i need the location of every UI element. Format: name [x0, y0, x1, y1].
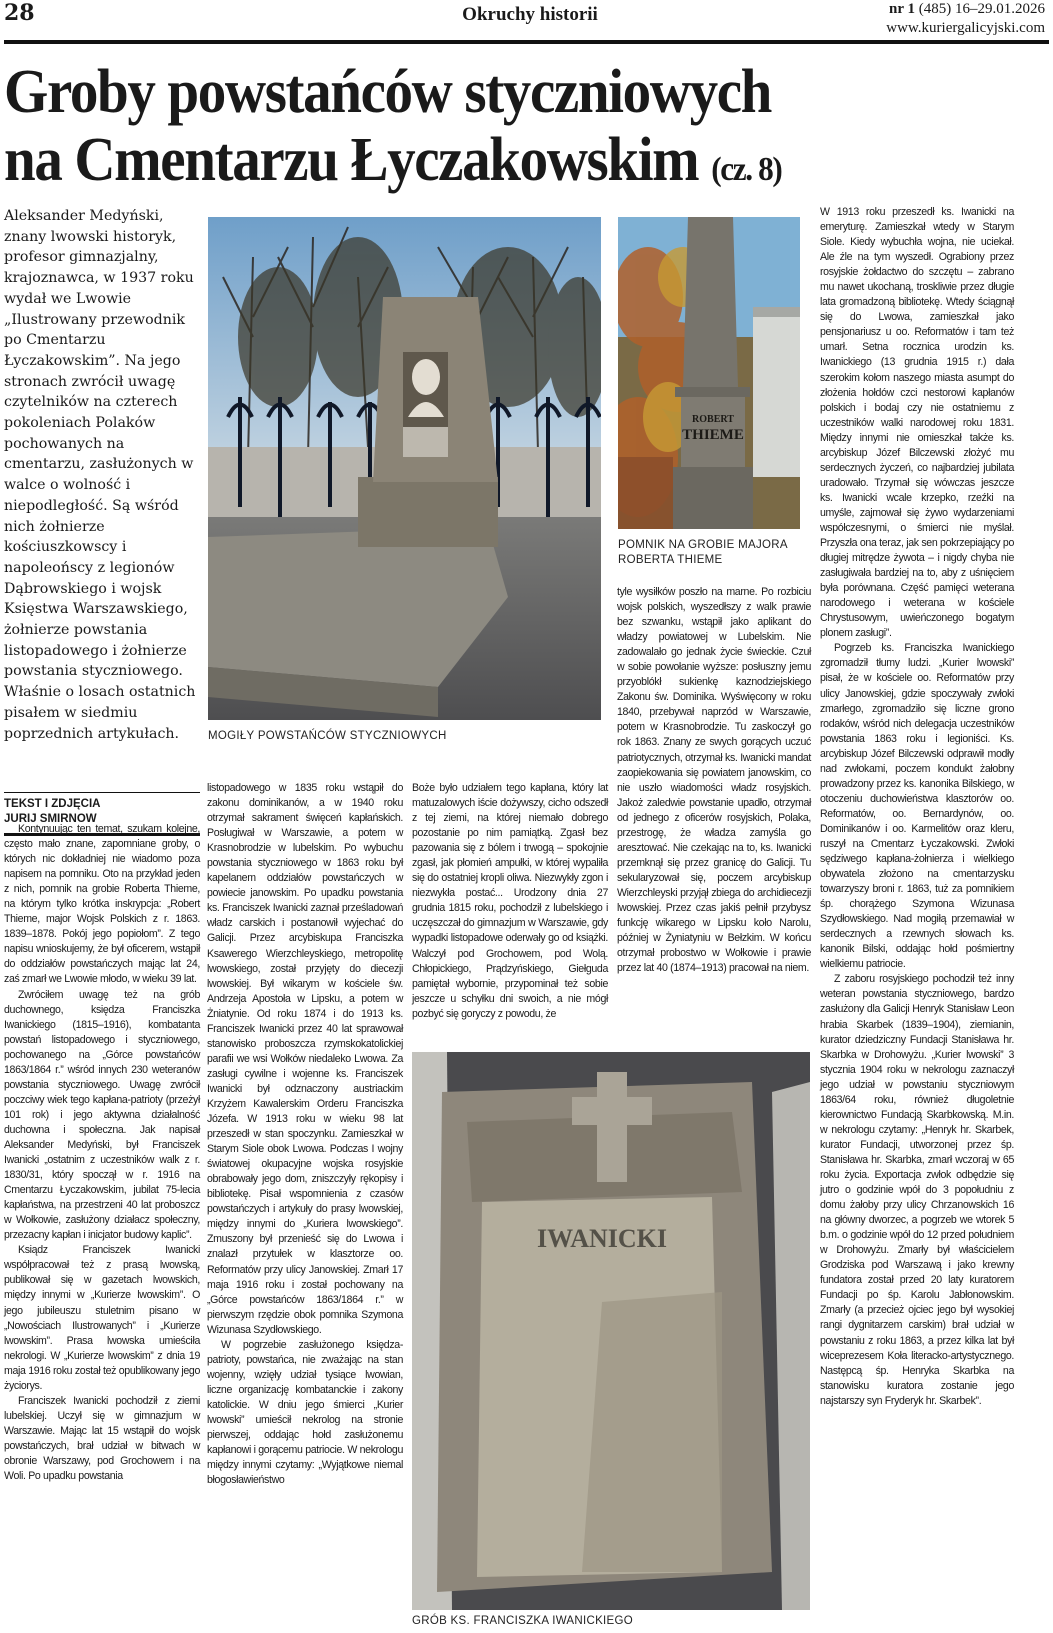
- paragraph: Zwróciłem uwagę też na grób duchownego, księdza Franciszka Iwanickiego (1815–1916), kombatanta powstań listopadowego i styczniowego, pochowanego na „Górce powstańców 1863/1864 r.” wśród innych 230 weteranów powstania styczniowego. Uwagę zwrócił poczciwy wiek tego kapłana-patrioty (przeżył 101 rok) i jego aktywna działalność duchowna i społeczna. Jak napisał Aleksander Medyński, był Franciszek Iwanicki „ostatnim z uczestników walk z r. 1830/31, który spoczął w r. 1916 na Cmentarzu Łyczakowskim, jubilat 75-lecia kapłaństwa, na przestrzeni 40 lat proboszcz w Wołkowie, zasłużony działacz społeczny, przezacny kapłan i inicjator budowy kaplic”.: [4, 988, 200, 1242]
- caption-thieme-monument: POMNIK NA GROBIE MAJORA ROBERTA THIEME: [618, 539, 788, 566]
- caption-iwanicki-grave: GRÓB KS. FRANCISZKA IWANICKIEGO: [412, 1615, 634, 1627]
- cemetery-graves-image: [208, 217, 601, 720]
- inscription-robert: ROBERT: [692, 414, 734, 425]
- paragraph: Franciszek Iwanicki pochodził z ziemi lubelskiej. Uczył się w gimnazjum w Warszawie. Mając lat 15 wstąpił do wojsk powstańczych, brał udział w bitwach w obronie Warszawy, pod Grochowem i na Woli. Po upadku powstania: [4, 1394, 200, 1483]
- byline-author: JURIJ SMIRNOW: [4, 813, 97, 825]
- inscription-thieme: THIEME: [682, 427, 744, 443]
- paragraph: Pogrzeb ks. Franciszka Iwanickiego zgromadził tłumy ludzi. „Kurier lwowski” pisał, że w kościele oo. Reformatów przy ulicy Janowskiej, gdzie spoczywały zwłoki zmarłego, zgromadziło się liczne grono rodaków, wśród nich delegacja uczestników powstania 1863 roku i legioniści. Ks. arcybiskup Józef Bilczewski odprawił modły nad zwłokami, poczem kondukt żałobny prowadzony przez ks. kanonika Bilskiego, w otoczeniu duchowieństwa klasztorów oo. Reformatów, oo. Bernardynów, oo. Dominikanów i oo. Karmelitów oraz kleru, ruszył na Cmentarz Łyczakowski. Zwłoki sędziwego kapłana-żołnierza i wielkiego obywatela złożono na cmentarzysku towarzyszy broni r. 1863, tuż za pomnikiem śp. chorążego Szymona Wizunasa Szydłowskiego. Nad mogiłą przemawiał w serdecznych a rzewnych słowach ks. kanonik Bilski, oddając hołd pośmiertny wielkiemu patriocie.: [820, 642, 1014, 971]
- paragraph: W pogrzebie zasłużonego księdza-patrioty, powstańca, nie zważając na stan wojenny, wzięły udział tysiące lwowian, liczne organizację kombatanckie i zakony katolickie. W dniu jego śmierci „Kurier lwowski” umieścił nekrolog na stronie pierwszej, oddając hołd zasłużonemu kapłanowi i gorącemu patriocie. W nekrologu między innymi czytamy: „Wyjątkowe niemal błogosławieństwo: [207, 1338, 403, 1487]
- photo-iwanicki-grave: [412, 1052, 810, 1610]
- paragraph: listopadowego w 1835 roku wstąpił do zakonu dominikanów, a w 1940 roku otrzymał sakrament święceń kapłańskich. Posługiwał w Warszawie, a potem w Krasnobrodzie w lubelskim. Po wybuchu powstania styczniowego w 1863 roku był kapelanem oddziałów powstańczych w powiecie janowskim. Po upadku powstania ks. Franciszek Iwanicki zaznał prześladowań władz carskich i postanowił wyjechać do Galicji. Przez arcybiskupa Franciszka Ksawerego Wierzchleyskiego, metropolitę lwowskiego, został przyjęty do diecezji lwowskiej. Był wikarym w kościele św. Andrzeja Apostoła w Lipsku, a potem w Żniatynie. Od roku 1874 i do 1913 ks. Franciszek Iwanicki przez 40 lat sprawował stanowisko proboszcza rzymskokatolickiej parafii we wsi Wołków niedaleko Lwowa. Za zasługi cywilne i wojenne ks. Franciszek Iwanicki był odznaczony austriackim Krzyżem Kawalerskim Orderu Franciszka Józefa. W 1913 roku w wieku 98 lat przeszedł w stan spoczynku. Zamieszkał w Starym Siole obok Lwowa. Podczas I wojny światowej okupacyjne wojska rosyjskie obrabowały jego dom, zniszczyły rękopisy i bibliotekę. Pisał wspomnienia z czasów powstańczych i artykuły do prasy lwowskiej, między innymi do „Kuriera lwowskiego”. Zmuszony był przenieść się do Lwowa i znalazł przytułek w klasztorze oo. Reformatów przy ulicy Janowskiej. Zmarł 17 maja 1916 roku i został pochowany na „Górce powstańców 1863/1864 r.” w pierwszym rzędzie obok pomnika Szymona Wizunasa Szydłowskiego.: [207, 782, 403, 1336]
- paragraph: Z zaboru rosyjskiego pochodził też inny weteran powstania styczniowego, bardzo zasłużony dla Galicji Henryk Stanisław Leon hrabia Skarbek (1839–1904), ziemianin, kurator dziedziczny Fundacji Stanisława hr. Skarbka w Drohowyżu. „Kurier lwowski” 3 stycznia 1904 roku w nekrologu zaznaczył jego udział w powstaniu styczniowym 1863/64 roku, również długoletnie kierownictwo Fundacją Skarbkowską. M.in. w nekrologu czytamy: „Henryk hr. Skarbek, kurator Fundacji, utworzonej przez śp. Stanisława hr. Skarbka, zmarł wczoraj w 65 roku życia. Exportacja zwłok odbędzie się jutro o godzinie wpół do 3 popołudniu z domu żałoby przy ulicy Chrzanowskich 16 na główny dworzec, a pogrzeb we wtorek 5 b.m. o godzinie wpół do 12 przed południem w Drohowyżu. Zmarły był właścicielem Grodziska pod Warszawą i jako krewny fundatora został przed 20 laty kuratorem Fundacji po śp. Karolu Jabłonowskim. Zmarły (a przecież ojciec jego był wysokiej rangi dygnitarzem carskim) brał udział w powstaniu z roku 1863, a przez kilka lat był wiceprezesem Koła literacko-artystycznego. Następcą śp. Henryka Skarbka na stanowisku kuratora zostanie jego najstarszy syn Fryderyk hr. Skarbek”.: [820, 973, 1014, 1407]
- inscription-iwanicki: IWANICKI: [536, 1224, 668, 1253]
- article-title: [4, 58, 781, 204]
- article-lead: Aleksander Medyński, znany lwowski historyk, profesor gimnazjalny, krajoznawca, w 1937 roku wydał we Lwowie „Ilustrowany przewodnik po Cmentarzu Łyczakowskim”. Na jego stronach zwrócił uwagę czytelników na czterech pokoleniach Polaków pochowanych na cmentarzu, zasłużonych w walce o wolność i niepodległość. Są wśród nich żołnierze kościuszkowscy i napoleońscy z legionów Dąbrowskiego i wojsk Księstwa Warszawskiego, żołnierze powstania listopadowego i żołnierze powstania styczniowego. Właśnie o losach ostatnich pisałem w siedmiu poprzednich artykułach.: [4, 208, 196, 742]
- header-rule: [4, 40, 1049, 44]
- article-column-1: [4, 822, 200, 1484]
- thieme-monument-image: [618, 217, 800, 529]
- title-line-1: Groby powstańców styczniowych: [4, 58, 772, 126]
- website-link[interactable]: www.kuriergalicyjski.com: [886, 20, 1045, 36]
- paragraph: Boże było udziałem tego kapłana, który lat matuzalowych iście dożywszy, cicho odszedł z tej ziemi, na której niemało dobrego pozostanie po nim pamiątką. Zgasł bez pazowania się z bólem i trwogą – spokojnie zgasł, jak płomień ampułki, w której wypaliła się do ostatniej kropli oliwa. Niezwykły zgon i niezwykła postać... Urodzony dnia 27 grudnia 1815 roku, pochodził z lubelskiego i uczęszczał do gimnazjum w Warszawie, gdy wypadki listopadowe oderwały go od książki. Walczył pod Grochowem, pod Wolą. Chłopickiego, Prądzyńskiego, Giełguda pamiętał wybornie, przypominał też sobie jeszcze u schyłku dni swoich, a nie mógł pozbyć się goryczy z powodu, że: [412, 782, 608, 1020]
- section-title: Okruchy historii: [462, 4, 598, 25]
- article-column-2: [207, 781, 403, 1488]
- article-column-4: [617, 585, 811, 976]
- paragraph: Kontynuując ten temat, szukam kolejne, często mało znane, zapomniane groby, o których nic dokładniej nie wiadomo poza napisem na pomniku. Oto na przykład jeden z nich, pomnik na grobie Roberta Thieme, na którym tylko krótka inskrypcja: „Robert Thieme, major Wojsk Polskich z r. 1863. 1839–1878. Pokój jego popiołom”. Z tego napisu wnioskujemy, że był oficerem, wstąpił do oddziałów powstańczych mając lat 24, zaś zmarł we Lwowie młodo, w wieku 39 lat.: [4, 823, 200, 986]
- issue-info: [886, 0, 1045, 38]
- paragraph: Ksiądz Franciszek Iwanicki współpracował też z prasą lwowską, publikował się w gazetach lwowskich, między innymi w „Kurierze lwowskim”. O jego jubileuszu stuletnim pisano w „Nowościach Ilustrowanych” i „Kurierze lwowskim”. Prasa lwowska umieściła nekrologi. W „Kurierze lwowskim” z dnia 19 maja 1916 roku został też opublikowany jego życiorys.: [4, 1244, 200, 1392]
- issue-dates: (485) 16–29.01.2026: [918, 1, 1045, 17]
- paragraph: W 1913 roku przeszedł ks. Iwanicki na emeryturę. Zamieszkał wtedy w Starym Siole. Kiedy wybuchła wojna, nie uciekał. Ale źle na tym wyszedł. Ograbiony przez rosyjskie żołdactwo do szczętu – zabrano mu nawet ukochaną, troskliwie przez długie lata gromadzoną bibliotekę. Wtedy ściągnął się do Lwowa, zamieszkał jako pensjonariusz u oo. Reformatów i tam też umarł. Setna rocznica urodzin ks. Iwanickiego (13 grudnia 1915 r.) dała szerokim kołom naszego miasta asumpt do złożenia hołdów czci nestorowi kapłanów polskich i bodaj czy nie ostatniemu z uczestników walki narodowej roku 1831. Między innymi nie omieszkał także ks. arcybiskup Józef Bilczewski złożyć mu serdecznych życzeń, co najbardziej jubilata uradowało. Trzymał się wówczas jeszcze ks. Iwanicki wcale krzepko, rzeźki na umyśle, zajmował się żywo wydarzeniami współczesnymi, o śmierci nie myślał. Przyszła ona teraz, jak sen pokrzepiający po długiej mitrędze żywota – i nigdy chyba nie zasługiwała bardziej na to, aby z uśnięciem była porównana. Część pamięci weterana narodowego i weterana w kościele Chrystusowym, uwieńczonego bogatym plonem zasługi”.: [820, 206, 1014, 640]
- page-number: 28: [4, 0, 35, 26]
- iwanicki-grave-image: [412, 1052, 810, 1610]
- photo-insurgent-graves: [208, 217, 601, 720]
- article-column-3: [412, 781, 608, 1022]
- photo-thieme-monument: [618, 217, 800, 529]
- byline-credit: TEKST I ZDJĘCIA: [4, 798, 101, 810]
- article-column-5: [820, 205, 1014, 1409]
- issue-number: nr 1: [889, 1, 915, 17]
- paragraph: tyle wysiłków poszło na marne. Po rozbiciu wojsk polskich, wyszedłszy z walk prawie bez szwanku, wstąpił jako aplikant do władzy powiatowej w Lubelskim. Nie zadowalało go jednak życie świeckie. Czuł w sobie powołanie wyższe: posłuszny jemu przyoblókł sukienkę kaznodziejskiego Zakonu św. Dominika. Wyświęcony w roku 1840, przebywał naprzód w Warszawie, potem w Krasnobrodzie. Tu zaskoczył go rok 1863. Znany ze swych gorących uczuć patriotycznych, otrzymał ks. Iwanicki mandat zaopiekowania się powiatem janowskim, co nie uszło wiadomości władz rosyjskich. Jakoż zaledwie powstanie upadło, otrzymał od jednego z oficerów rosyjskich, Polaka, przestrogę, że władza zamyśla go aresztować. Nie czekając na to, ks. Iwanicki przemknął się przez granicę do Galicji. Tu sekularyzował się, poczem arcybiskup Wierzchleyski przyjął zbiega do archidiecezji lwowskiej. Przez czas jakiś pełnił przybysz funkcję wikarego w Lipsku koło Narolu, później w Żyniatyniu w Bełzkim. W końcu otrzymał probostwo w Wołkowie i prawie przez lat 40 (1874–1913) pracował na niem.: [617, 586, 811, 975]
- caption-insurgent-graves: MOGIŁY POWSTAŃCÓW STYCZNIOWYCH: [208, 730, 447, 742]
- title-line-2: na Cmentarzu Łyczakowskim: [4, 126, 699, 194]
- title-part: (cz. 8): [711, 151, 782, 188]
